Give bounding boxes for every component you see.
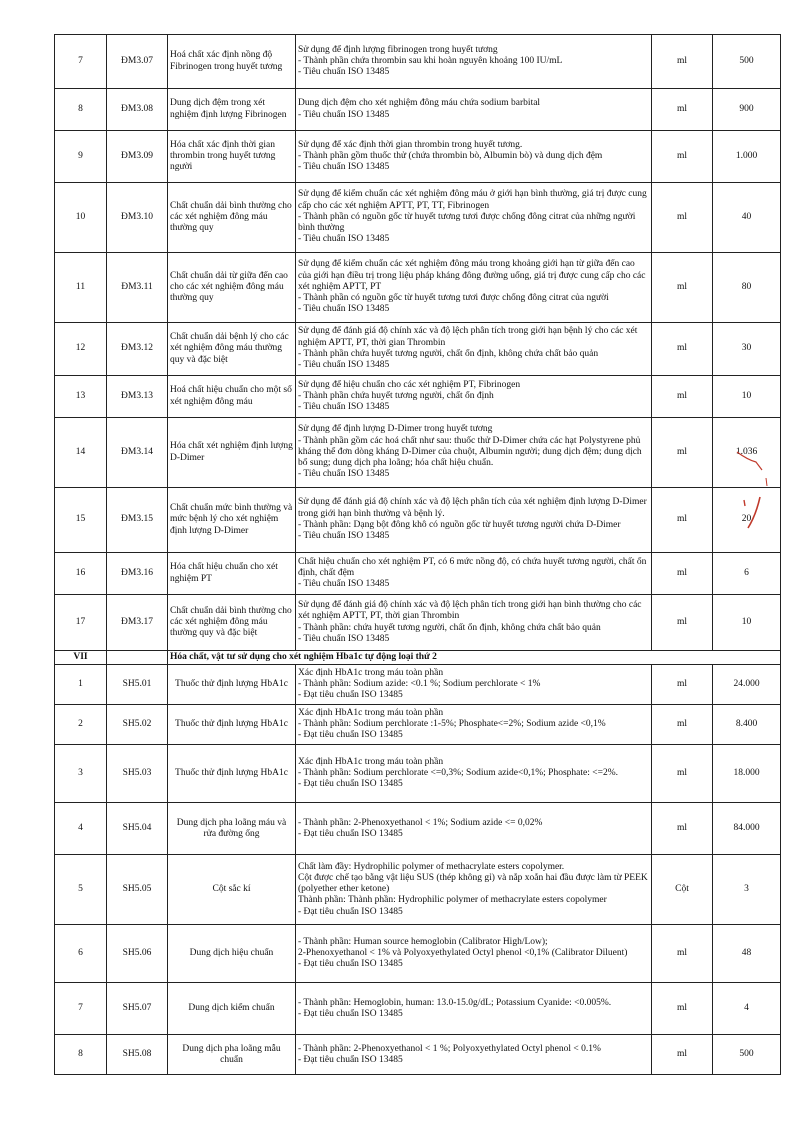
item-name: Hoá chất hiệu chuẩn cho một số xét nghiệm đông máu	[168, 376, 296, 418]
description-line: - Tiêu chuẩn ISO 13485	[298, 234, 390, 245]
item-code: SH5.01	[107, 665, 168, 705]
item-unit: ml	[652, 595, 713, 651]
row-number: 5	[55, 855, 107, 925]
row-number: 11	[55, 253, 107, 323]
row-number: 4	[55, 803, 107, 855]
specification-table	[54, 34, 781, 1075]
item-code: ĐM3.09	[107, 131, 168, 183]
item-quantity: 1.000	[713, 131, 781, 183]
item-unit: ml	[652, 131, 713, 183]
item-description	[296, 595, 652, 651]
item-code: ĐM3.15	[107, 488, 168, 553]
description-line: - Thành phần: chứa huyết tương người, chất ổn định, không chứa chất bảo quản	[298, 622, 601, 633]
description-line: - Thành phần: Sodium azide: <0.1 %; Sodium perchlorate < 1%	[298, 679, 541, 690]
description-line: Thành phần: Thành phần: Hydrophilic polymer of methacrylate esters copolymer	[298, 895, 607, 906]
row-number: 3	[55, 745, 107, 803]
item-description	[296, 553, 652, 595]
item-name: Chất chuẩn mức bình thường và mức bệnh lý cho xét nghiệm định lượng D-Dimer	[168, 488, 296, 553]
description-line: Dung dịch đệm cho xét nghiệm đông máu chứa sodium barbital	[298, 98, 541, 109]
item-code: SH5.02	[107, 705, 168, 745]
item-description	[296, 89, 652, 131]
description-line: Sử dụng để xác định thời gian thrombin trong huyết tương.	[298, 139, 523, 150]
item-unit: ml	[652, 253, 713, 323]
item-unit: Cột	[652, 855, 713, 925]
description-line: - Thành phần: Human source hemoglobin (Calibrator High/Low);	[298, 936, 548, 947]
item-description	[296, 488, 652, 553]
item-description	[296, 131, 652, 183]
description-line: - Đạt tiêu chuẩn ISO 13485	[298, 959, 403, 970]
item-code: ĐM3.08	[107, 89, 168, 131]
item-quantity: 1.036	[713, 418, 781, 488]
item-code: ĐM3.16	[107, 553, 168, 595]
item-code: SH5.05	[107, 855, 168, 925]
item-description	[296, 253, 652, 323]
item-name: Chất chuẩn dải bình thường cho các xét nghiệm đông máu thường quy	[168, 183, 296, 253]
description-line: Chất làm đầy: Hydrophilic polymer of methacrylate esters copolymer.	[298, 861, 565, 872]
item-quantity: 3	[713, 855, 781, 925]
item-code: SH5.07	[107, 983, 168, 1035]
description-line: - Thành phần chứa thrombin sau khi hoàn nguyên khoảng 100 IU/mL	[298, 55, 563, 66]
item-unit: ml	[652, 89, 713, 131]
item-description	[296, 855, 652, 925]
description-line: Xác định HbA1c trong máu toàn phần	[298, 707, 444, 718]
description-line: - Đạt tiêu chuẩn ISO 13485	[298, 1008, 403, 1019]
description-line: - Đạt tiêu chuẩn ISO 13485	[298, 690, 403, 701]
item-name: Thuốc thử định lượng HbA1c	[168, 705, 296, 745]
row-number: 6	[55, 925, 107, 983]
item-unit: ml	[652, 803, 713, 855]
item-code: SH5.08	[107, 1035, 168, 1075]
item-quantity: 8.400	[713, 705, 781, 745]
item-description	[296, 925, 652, 983]
item-code: ĐM3.12	[107, 323, 168, 376]
description-line: - Tiêu chuẩn ISO 13485	[298, 360, 390, 371]
item-unit: ml	[652, 925, 713, 983]
item-description	[296, 183, 652, 253]
item-description	[296, 35, 652, 89]
item-quantity: 900	[713, 89, 781, 131]
description-line: - Thành phần: Hemoglobin, human: 13.0-15.0g/dL; Potassium Cyanide: <0.005%.	[298, 997, 612, 1008]
table-row	[55, 665, 781, 705]
description-line: - Đạt tiêu chuẩn ISO 13485	[298, 730, 403, 741]
item-name: Dung dịch pha loãng mẫu chuẩn	[168, 1035, 296, 1075]
table-row	[55, 376, 781, 418]
description-line: Sử dụng để đánh giá độ chính xác và độ lệch phân tích trong giới hạn bình thường cho các xét nghiệm APTT, PT, thời gian Thrombin	[298, 599, 642, 622]
description-line: Cột được chế tạo bằng vật liệu SUS (thép không gỉ) và nắp xoắn hai đầu được làm từ PEEK (polyether ether ketone)	[298, 872, 648, 895]
description-line: Xác định HbA1c trong máu toàn phần	[298, 756, 444, 767]
description-line: - Thành phần có nguồn gốc từ huyết tương tươi được chống đông citrat của người	[298, 293, 609, 304]
item-description	[296, 705, 652, 745]
item-quantity: 80	[713, 253, 781, 323]
table-row	[55, 131, 781, 183]
table-row	[55, 595, 781, 651]
item-unit: ml	[652, 376, 713, 418]
item-unit: ml	[652, 745, 713, 803]
description-line: - Thành phần: Dạng bột đông khô có nguồn gốc từ huyết tương người chứa D-Dimer	[298, 520, 621, 530]
table-row	[55, 705, 781, 745]
table-row	[55, 35, 781, 89]
item-quantity: 500	[713, 1035, 781, 1075]
description-line: 2-Phenoxyethanol < 1% và Polyoxyethylated Octyl phenol <0,1% (Calibrator Diluent)	[298, 948, 628, 959]
table-row	[55, 983, 781, 1035]
table-row	[55, 183, 781, 253]
description-line: - Tiêu chuẩn ISO 13485	[298, 109, 390, 120]
item-quantity: 30	[713, 323, 781, 376]
table-body	[55, 35, 781, 1075]
row-number: 2	[55, 705, 107, 745]
item-unit: ml	[652, 553, 713, 595]
row-number: 15	[55, 488, 107, 553]
description-line: - Tiêu chuẩn ISO 13485	[298, 469, 390, 480]
item-unit: ml	[652, 1035, 713, 1075]
item-quantity: 6	[713, 553, 781, 595]
row-number: 8	[55, 1035, 107, 1075]
row-number: 9	[55, 131, 107, 183]
item-name: Hóa chất xét nghiệm định lượng D-Dimer	[168, 418, 296, 488]
description-line: - Tiêu chuẩn ISO 13485	[298, 304, 390, 315]
description-line: - Tiêu chuẩn ISO 13485	[298, 402, 390, 413]
row-number: 14	[55, 418, 107, 488]
description-line: Sử dụng để đánh giá độ chính xác và độ lệch phân tích trong giới hạn bệnh lý cho các xét nghiệm APTT, PT, thời gian Thrombin	[298, 326, 638, 348]
item-unit: ml	[652, 418, 713, 488]
item-name: Thuốc thử định lượng HbA1c	[168, 665, 296, 705]
table-row	[55, 1035, 781, 1075]
item-description	[296, 418, 652, 488]
table-row	[55, 89, 781, 131]
description-line: - Thành phần chứa huyết tương người, chất ổn định	[298, 390, 494, 401]
description-line: - Tiêu chuẩn ISO 13485	[298, 633, 390, 644]
description-line: - Thành phần có nguồn gốc từ huyết tương tươi được chống đông citrat của những người bình thường	[298, 211, 636, 234]
description-line: - Đạt tiêu chuẩn ISO 13485	[298, 1054, 403, 1065]
table-row	[55, 418, 781, 488]
section-code-cell	[107, 651, 168, 665]
table-row	[55, 553, 781, 595]
item-name: Cột sắc kí	[168, 855, 296, 925]
item-code: SH5.06	[107, 925, 168, 983]
item-name: Chất chuẩn dải bệnh lý cho các xét nghiệm đông máu thường quy và đặc biệt	[168, 323, 296, 376]
item-quantity: 4	[713, 983, 781, 1035]
description-line: - Thành phần gồm thuốc thử (chứa thrombin bò, Albumin bò) và dung dịch đệm	[298, 150, 603, 161]
item-code: ĐM3.11	[107, 253, 168, 323]
table-row	[55, 253, 781, 323]
item-name: Hóa chất hiệu chuẩn cho xét nghiệm PT	[168, 553, 296, 595]
item-code: ĐM3.13	[107, 376, 168, 418]
item-unit: ml	[652, 488, 713, 553]
table-row	[55, 803, 781, 855]
table-row	[55, 488, 781, 553]
item-description	[296, 323, 652, 376]
description-line: - Thành phần gồm các hoá chất như sau: thuốc thử D-Dimer chứa các hạt Polystyrene phủ kháng thể đơn dòng kháng D-Dimer của chuột, Albumin người; dung dịch đệm; dung dịch bổ sung; dung dịch pha loãng; hóa chất hiệu chuẩn.	[298, 435, 642, 469]
row-number: 12	[55, 323, 107, 376]
description-line: - Thành phần chứa huyết tương người, chất ổn định, không chứa chất bảo quản	[298, 349, 599, 359]
item-name: Dung dịch kiểm chuẩn	[168, 983, 296, 1035]
item-code: ĐM3.10	[107, 183, 168, 253]
row-number: 17	[55, 595, 107, 651]
description-line: - Thành phần: 2-Phenoxyethanol < 1%; Sodium azide <= 0,02%	[298, 817, 543, 828]
row-number: 7	[55, 35, 107, 89]
table-row	[55, 925, 781, 983]
description-line: - Thành phần: Sodium perchlorate :1-5%; Phosphate<=2%; Sodium azide <0,1%	[298, 719, 606, 730]
description-line: - Tiêu chuẩn ISO 13485	[298, 579, 390, 590]
item-quantity: 10	[713, 595, 781, 651]
item-unit: ml	[652, 323, 713, 376]
item-quantity: 18.000	[713, 745, 781, 803]
item-name: Dung dịch pha loãng máu và rửa đường ống	[168, 803, 296, 855]
row-number: 8	[55, 89, 107, 131]
table-row	[55, 855, 781, 925]
item-name: Dung dịch hiệu chuẩn	[168, 925, 296, 983]
item-name: Dung dịch đệm trong xét nghiệm định lượng Fibrinogen	[168, 89, 296, 131]
item-quantity: 10	[713, 376, 781, 418]
item-quantity: 40	[713, 183, 781, 253]
item-code: ĐM3.14	[107, 418, 168, 488]
item-description	[296, 376, 652, 418]
description-line: - Đạt tiêu chuẩn ISO 13485	[298, 779, 403, 790]
item-unit: ml	[652, 35, 713, 89]
item-quantity: 48	[713, 925, 781, 983]
description-line: - Thành phần: Sodium perchlorate <=0,3%; Sodium azide<0,1%; Phosphate: <=2%.	[298, 768, 619, 779]
item-description	[296, 745, 652, 803]
item-quantity: 20	[713, 488, 781, 553]
section-header-row	[55, 651, 781, 665]
description-line: - Đạt tiêu chuẩn ISO 13485	[298, 906, 403, 917]
description-line: Sử dụng để hiệu chuẩn cho các xét nghiệm PT, Fibrinogen	[298, 379, 521, 390]
description-line: Sử dụng để đánh giá độ chính xác và độ lệch phân tích của xét nghiệm định lượng D-Dimer trong giới hạn bình thường và bệnh lý.	[298, 497, 647, 519]
row-number: 1	[55, 665, 107, 705]
section-title: Hóa chất, vật tư sử dụng cho xét nghiệm Hba1c tự động loại thứ 2	[168, 651, 781, 665]
description-line: - Tiêu chuẩn ISO 13485	[298, 162, 390, 173]
item-unit: ml	[652, 705, 713, 745]
description-line: Xác định HbA1c trong máu toàn phần	[298, 667, 444, 678]
description-line: Sử dụng để định lượng fibrinogen trong huyết tương	[298, 44, 498, 55]
description-line: - Tiêu chuẩn ISO 13485	[298, 67, 390, 78]
item-description	[296, 803, 652, 855]
description-line: Sử dụng để định lượng D-Dimer trong huyết tương	[298, 424, 493, 435]
row-number: 16	[55, 553, 107, 595]
item-quantity: 84.000	[713, 803, 781, 855]
item-description	[296, 1035, 652, 1075]
item-unit: ml	[652, 665, 713, 705]
description-line: Chất hiệu chuẩn cho xét nghiệm PT, có 6 mức nồng độ, có chứa huyết tương người, chất ổn định, chất đệm	[298, 556, 647, 578]
item-description	[296, 665, 652, 705]
item-quantity: 24.000	[713, 665, 781, 705]
description-line: - Tiêu chuẩn ISO 13485	[298, 531, 390, 542]
table-row	[55, 323, 781, 376]
item-name: Chất chuẩn dải từ giữa đến cao cho các xét nghiệm đông máu thường quy	[168, 253, 296, 323]
item-description	[296, 983, 652, 1035]
description-line: - Thành phần: 2-Phenoxyethanol < 1 %; Polyoxyethylated Octyl phenol < 0.1%	[298, 1043, 601, 1054]
row-number: 13	[55, 376, 107, 418]
item-code: SH5.03	[107, 745, 168, 803]
table-row	[55, 745, 781, 803]
row-number: 7	[55, 983, 107, 1035]
item-unit: ml	[652, 983, 713, 1035]
description-line: Sử dụng để kiểm chuẩn các xét nghiệm đông máu trong khoảng giới hạn từ giữa đến cao của giới hạn điều trị trong liệu pháp kháng đông đường uống, giá trị được cung cấp cho các xét nghiệm APTT, PT	[298, 259, 646, 292]
section-number: VII	[55, 651, 107, 665]
description-line: - Đạt tiêu chuẩn ISO 13485	[298, 828, 403, 839]
row-number: 10	[55, 183, 107, 253]
item-name: Chất chuẩn dải bình thường cho các xét nghiệm đông máu thường quy và đặc biệt	[168, 595, 296, 651]
item-name: Hóa chất xác định thời gian thrombin trong huyết tương người	[168, 131, 296, 183]
item-name: Hoá chất xác định nồng độ Fibrinogen trong huyết tương	[168, 35, 296, 89]
item-code: SH5.04	[107, 803, 168, 855]
description-line: Sử dụng để kiểm chuẩn các xét nghiệm đông máu ở giới hạn bình thường, giá trị được cung cấp cho các xét nghiệm APTT, PT, TT, Fibrinogen	[298, 189, 647, 211]
item-quantity: 500	[713, 35, 781, 89]
item-code: ĐM3.17	[107, 595, 168, 651]
item-code: ĐM3.07	[107, 35, 168, 89]
item-unit: ml	[652, 183, 713, 253]
item-name: Thuốc thử định lượng HbA1c	[168, 745, 296, 803]
